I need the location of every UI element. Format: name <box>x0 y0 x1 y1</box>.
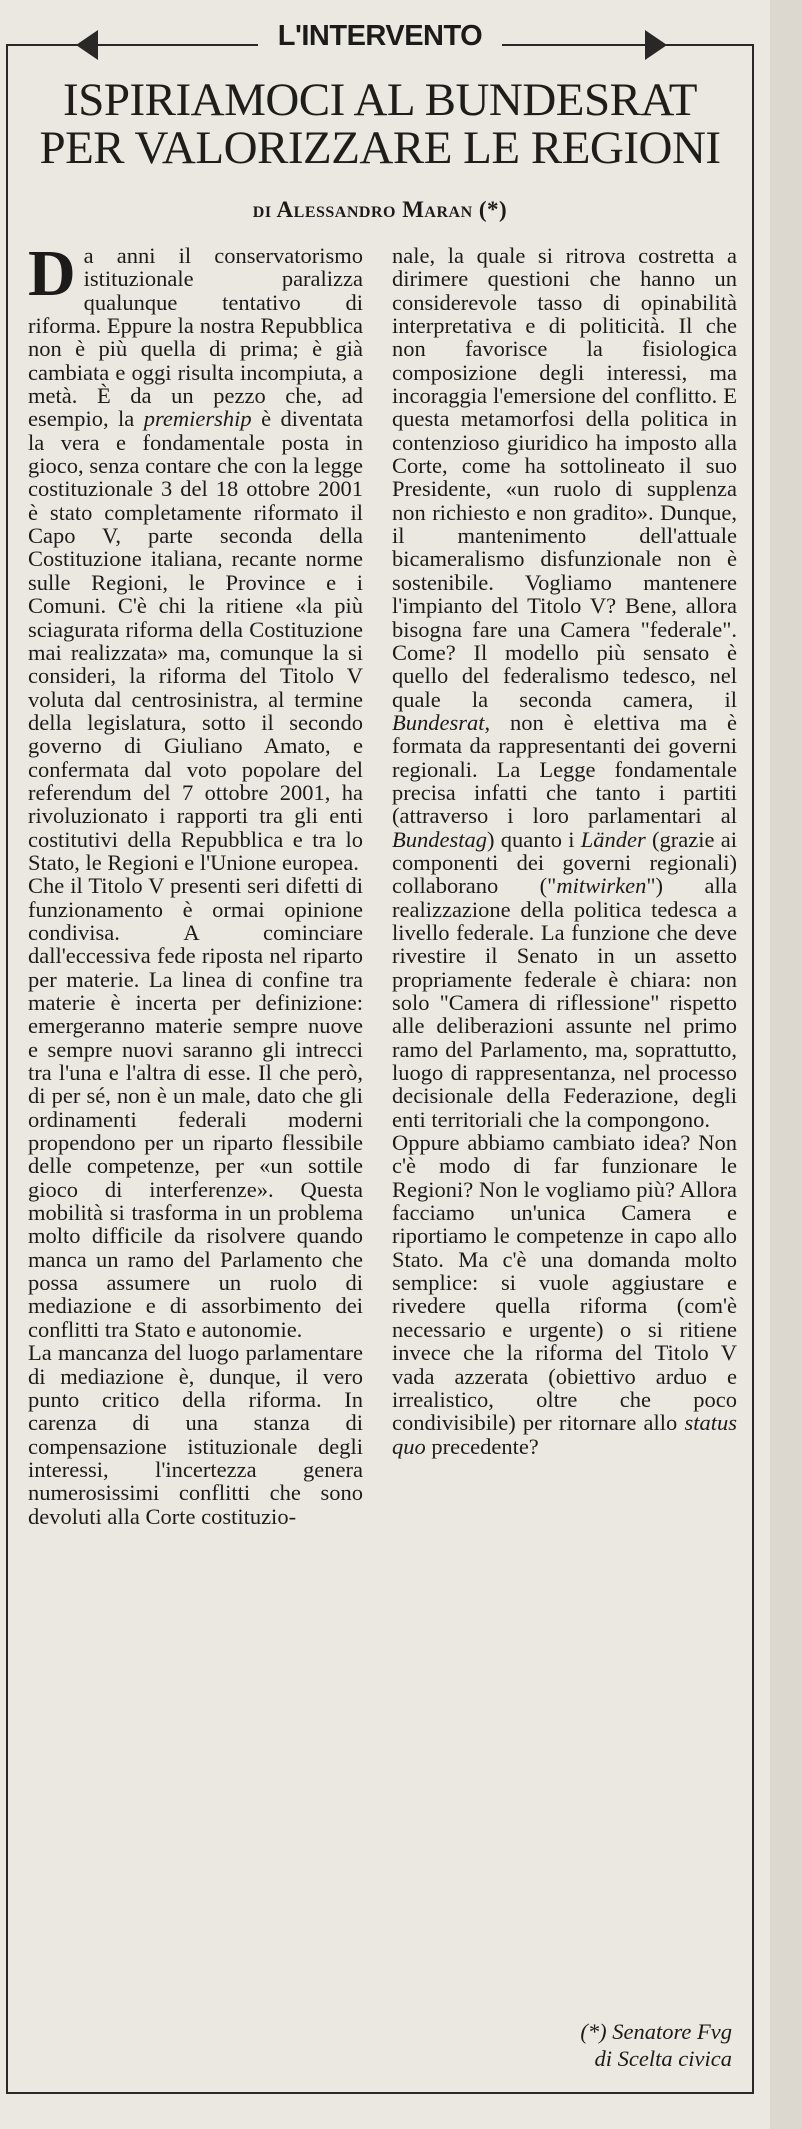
rubric-header <box>0 20 760 53</box>
paragraph-4-text-b: , non è elettiva ma è formata da rappresentanti dei governi regionali. La Legge fondamentale precisa infatti che tanto i partiti (attraverso i loro parlamentari al <box>392 709 737 829</box>
italic-bundesrat: Bundesrat <box>392 709 485 735</box>
headline-line-1: ISPIRIAMOCI AL BUNDESRAT <box>63 74 697 126</box>
article-byline: di Alessandro Maran (*) <box>252 197 508 222</box>
paragraph-1 <box>28 237 363 875</box>
paragraph-2: Che il Titolo V presenti seri difetti di funzionamento è ormai opinione condivisa. A cominciare dall'eccessiva fede riposta nel riparto per materie. La linea di confine tra materie è incerta per definizione: emergeranno materie sempre nuove e sempre nuovi saranno gli intrecci tra l'una e l'altra di esse. Il che però, di per sé, non è un male, dato che gli ordinamenti federali moderni propendono per un riparto flessibile delle competenze, per «un sottile gioco di interferenze». Questa mobilità si trasforma in un problema molto difficile da risolvere quando manca un ramo del Parlamento che possa assumere un ruolo di mediazione e di assorbimento dei conflitti tra Stato e autonomie. <box>28 873 363 1342</box>
adjacent-article-strip <box>770 0 802 2129</box>
paragraph-4 <box>392 244 737 1131</box>
rubric-label: L'INTERVENTO <box>258 20 502 53</box>
paragraph-4-text-d: (grazie ai componenti dei governi regionali) collaborano (" <box>392 826 738 899</box>
paragraph-5-text-b: precedente? <box>425 1433 539 1459</box>
paragraph-4-text-e: ") alla realizzazione della politica tedesca a livello federale. La funzione che deve rivestire il Senato in un assetto propriamente federale è chiara: non solo "Camera di riflessione" rispetto alle deliberazioni assunte nel primo ramo del Parlamento, ma, soprattutto, luogo di rappresentanza, nel processo decisionale della Federazione, degli enti territoriali che la compongono. <box>392 873 737 1132</box>
italic-mitwirken: mitwirken <box>556 873 647 899</box>
paragraph-1-text-a: a anni il conservatorismo istituzionale paralizza qualunque tentativo di riforma. Eppure la nostra Repubblica non è più quella di prima; è già cambiata e oggi risulta incompiuta, a metà. È da un pezzo che, ad esempio, la <box>28 243 363 432</box>
paragraph-4-text-c: ) quanto i <box>487 826 581 852</box>
author-note-line-2: di Scelta civica <box>594 2046 732 2071</box>
author-note-line-1: (*) Senatore Fvg <box>580 2019 732 2044</box>
paragraph-4-text-a: nale, la quale si ritrova costretta a dirimere questioni che hanno un considerevole tasso di opinabilità interpretativa e di politicità. Il che non favorisce la fisiologica composizione degli interessi, ma incoraggia l'emersione del conflitto. E questa metamorfosi della politica in contenzioso giuridico ha imposto alla Corte, come ha sottolineato il suo Presidente, «un ruolo di supplenza non richiesto e non gradito». Dunque, il mantenimento dell'attuale bicameralismo disfunzionale non è sostenibile. Vogliamo mantenere l'impianto del Titolo V? Bene, allora bisogna fare una Camera "federale". Come? Il modello più sensato è quello del federalismo tedesco, nel quale la seconda camera, il <box>392 243 737 712</box>
author-note <box>392 2018 732 2072</box>
paragraph-5 <box>392 1131 737 1458</box>
paragraph-5-text-a: Oppure abbiamo cambiato idea? Non c'è modo di far funzionare le Regioni? Non le vogliamo più? Allora facciamo un'unica Camera e riportiamo le competenze in capo allo Stato. Ma c'è una domanda molto semplice: si vuole aggiustare e rivedere quella riforma (com'è necessario e urgente) o si ritiene invece che la riforma del Titolo V vada azzerata (obiettivo arduo e irrealistico, oltre che poco condivisibile) per ritornare allo <box>392 1130 737 1436</box>
italic-premiership: premiership <box>143 406 252 432</box>
article-headline <box>20 76 740 172</box>
paragraph-1-text-b: è diventata la vera e fondamentale posta in gioco, senza contare che con la legge costituzionale 3 del 18 ottobre 2001 è stato completamente riformato il Capo V, parte seconda della Costituzione italiana, recante norme sulle Regioni, le Province e i Comuni. C'è chi la ritiene «la più sciagurata riforma della Costituzione mai realizzata» ma, comunque la si consideri, la riforma del Titolo V voluta dal centrosinistra, al termine della legislatura, sotto il secondo governo di Giuliano Amato, e confermata dal voto popolare del referendum del 7 ottobre 2001, ha rivoluzionato i rapporti tra gli enti costitutivi della Repubblica e tra lo Stato, le Regioni e l'Unione europea. <box>28 406 363 875</box>
paragraph-3: La mancanza del luogo parlamentare di mediazione è, dunque, il vero punto critico della riforma. In carenza di una stanza di compensazione istituzionale degli interessi, l'incertezza genera numerosissimi conflitti che sono devoluti alla Corte costituzio- <box>28 1340 363 1529</box>
headline-line-2: PER VALORIZZARE LE REGIONI <box>39 122 721 174</box>
italic-bundestag: Bundestag <box>392 826 487 852</box>
article-column-right <box>392 244 737 1458</box>
italic-lander: Länder <box>580 826 646 852</box>
article-column-left <box>28 237 363 1529</box>
italic-status-quo: status quo <box>392 1410 737 1459</box>
dropcap: D <box>28 237 76 310</box>
